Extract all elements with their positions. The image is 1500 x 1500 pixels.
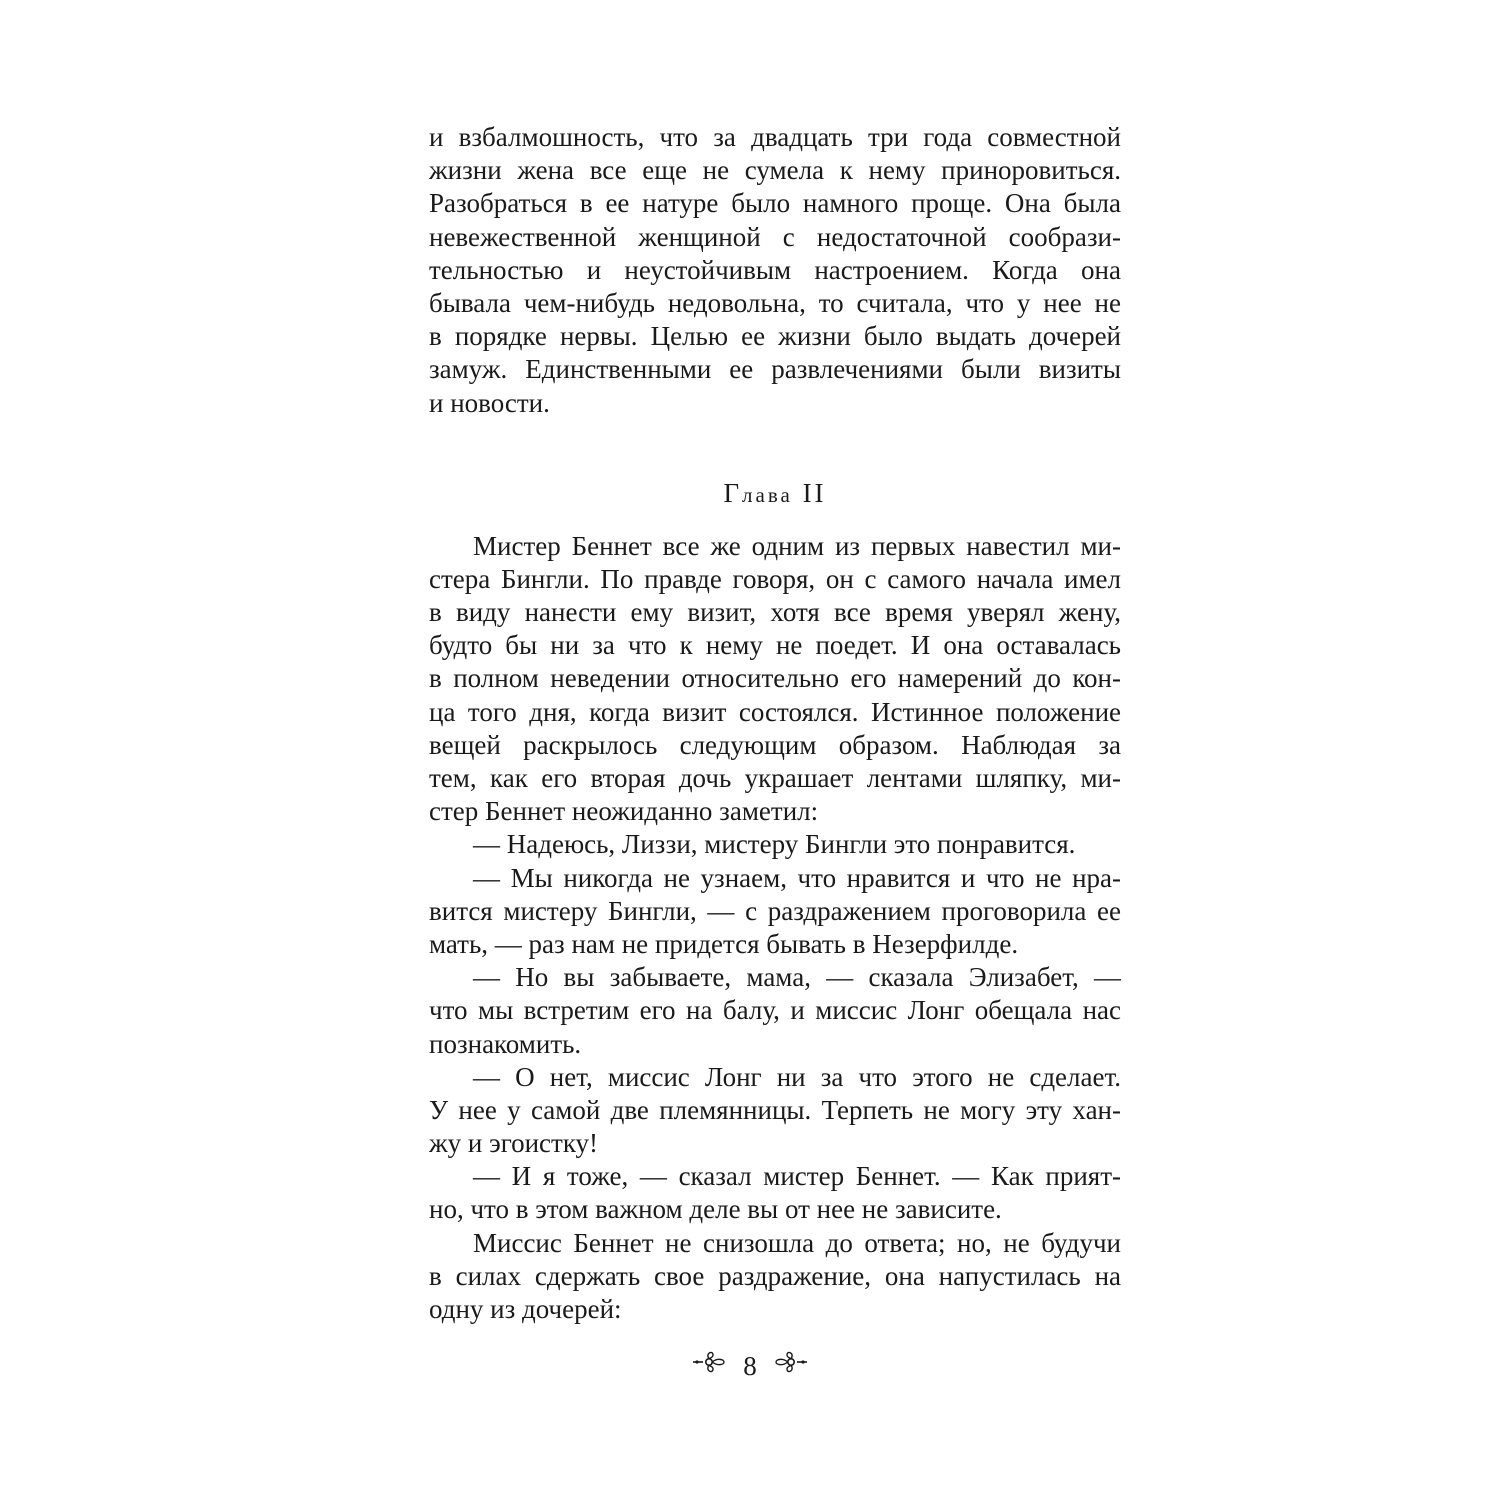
dialogue-line-5 — [429, 1160, 1121, 1226]
dialogue-line-3 — [429, 961, 1121, 1061]
chapter-first-letter: Г — [723, 477, 743, 508]
text-line: — Надеюсь, Лиззи, мистеру Бингли это понравится. — [473, 829, 1076, 860]
text-line: Разобраться в ее натуре было намного проще. Она была — [429, 188, 1121, 219]
text-line: в порядке нервы. Целью ее жизни было выдать дочерей — [429, 321, 1121, 352]
text-line: Миссис Беннет не снизошла до ответа; но, не будучи — [473, 1227, 1121, 1258]
text-line: стер Беннет неожиданно заметил: — [429, 796, 819, 827]
text-line: в силах сдержать свое раздражение, она напустилась на — [429, 1260, 1121, 1291]
text-line: вещей раскрылось следующим образом. Наблюдая за — [429, 729, 1121, 760]
paragraph-mrs-bennet — [429, 1227, 1121, 1327]
text-line: — Мы никогда не узнаем, что нравится и что не нра- — [473, 862, 1121, 893]
dialogue-line-4 — [429, 1061, 1121, 1161]
text-line: познакомить. — [429, 1028, 582, 1059]
text-line: замуж. Единственными ее развлечениями были визиты — [429, 354, 1121, 385]
text-line: жу и эгоистку! — [429, 1128, 599, 1159]
text-line: одну из дочерей: — [429, 1294, 622, 1324]
left-ornament-icon — [691, 1346, 727, 1386]
text-line: — Но вы забываете, мама, — сказала Элизабет, — — [473, 962, 1121, 993]
text-line: вится мистеру Бингли, — с раздражением проговорила ее — [429, 895, 1121, 926]
text-line: — О нет, миссис Лонг ни за что этого не сделает. — [473, 1061, 1121, 1092]
text-line: ца того дня, когда визит состоялся. Истинное положение — [429, 696, 1121, 727]
page-footer — [0, 1343, 1500, 1386]
paragraph-bennet-visit — [429, 530, 1121, 829]
page-number: 8 — [743, 1350, 757, 1381]
dialogue-line-2 — [429, 862, 1121, 962]
page-text — [429, 121, 1121, 1326]
dialogue-line-1 — [429, 828, 1121, 861]
text-line: и новости. — [429, 387, 550, 418]
text-line: но, что в этом важном деле вы от нее не зависите. — [429, 1194, 1002, 1225]
right-ornament-icon — [773, 1346, 809, 1386]
text-line: У нее у самой две племянницы. Терпеть не могу эту хан- — [429, 1094, 1121, 1125]
chapter-word-rest: лава — [742, 482, 793, 507]
text-line: — И я тоже, — сказал мистер Беннет. — Как прият- — [473, 1161, 1121, 1192]
chapter-heading — [429, 473, 1121, 513]
text-line: Мистер Беннет все же одним из первых навестил ми- — [473, 530, 1121, 561]
text-line: тем, как его вторая дочь украшает лентами шляпку, ми- — [429, 763, 1121, 793]
text-line: невежественной женщиной с недостаточной сообрази- — [429, 221, 1121, 252]
text-line: в полном неведении относительно его намерений до кон- — [429, 663, 1121, 694]
text-line: бывала чем-нибудь недовольна, то считала, что у нее не — [429, 287, 1121, 318]
paragraph-intro — [429, 121, 1121, 420]
text-line: будто бы ни за что к нему не поедет. И она оставалась — [429, 630, 1121, 661]
text-line: тельностью и неустойчивым настроением. Когда она — [429, 254, 1121, 285]
chapter-numeral: II — [802, 477, 827, 508]
text-line: в виду нанести ему визит, хотя все время уверял жену, — [429, 597, 1121, 628]
text-line: стера Бингли. По правде говоря, он с самого начала имел — [429, 563, 1121, 594]
text-line: жизни жена все еще не сумела к нему приноровиться. — [429, 155, 1121, 186]
text-line: что мы встретим его на балу, и миссис Лонг обещала нас — [429, 995, 1121, 1026]
text-line: мать, — раз нам не придется бывать в Незерфилде. — [429, 928, 1019, 959]
text-line: и взбалмошность, что за двадцать три года совместной — [429, 122, 1121, 152]
